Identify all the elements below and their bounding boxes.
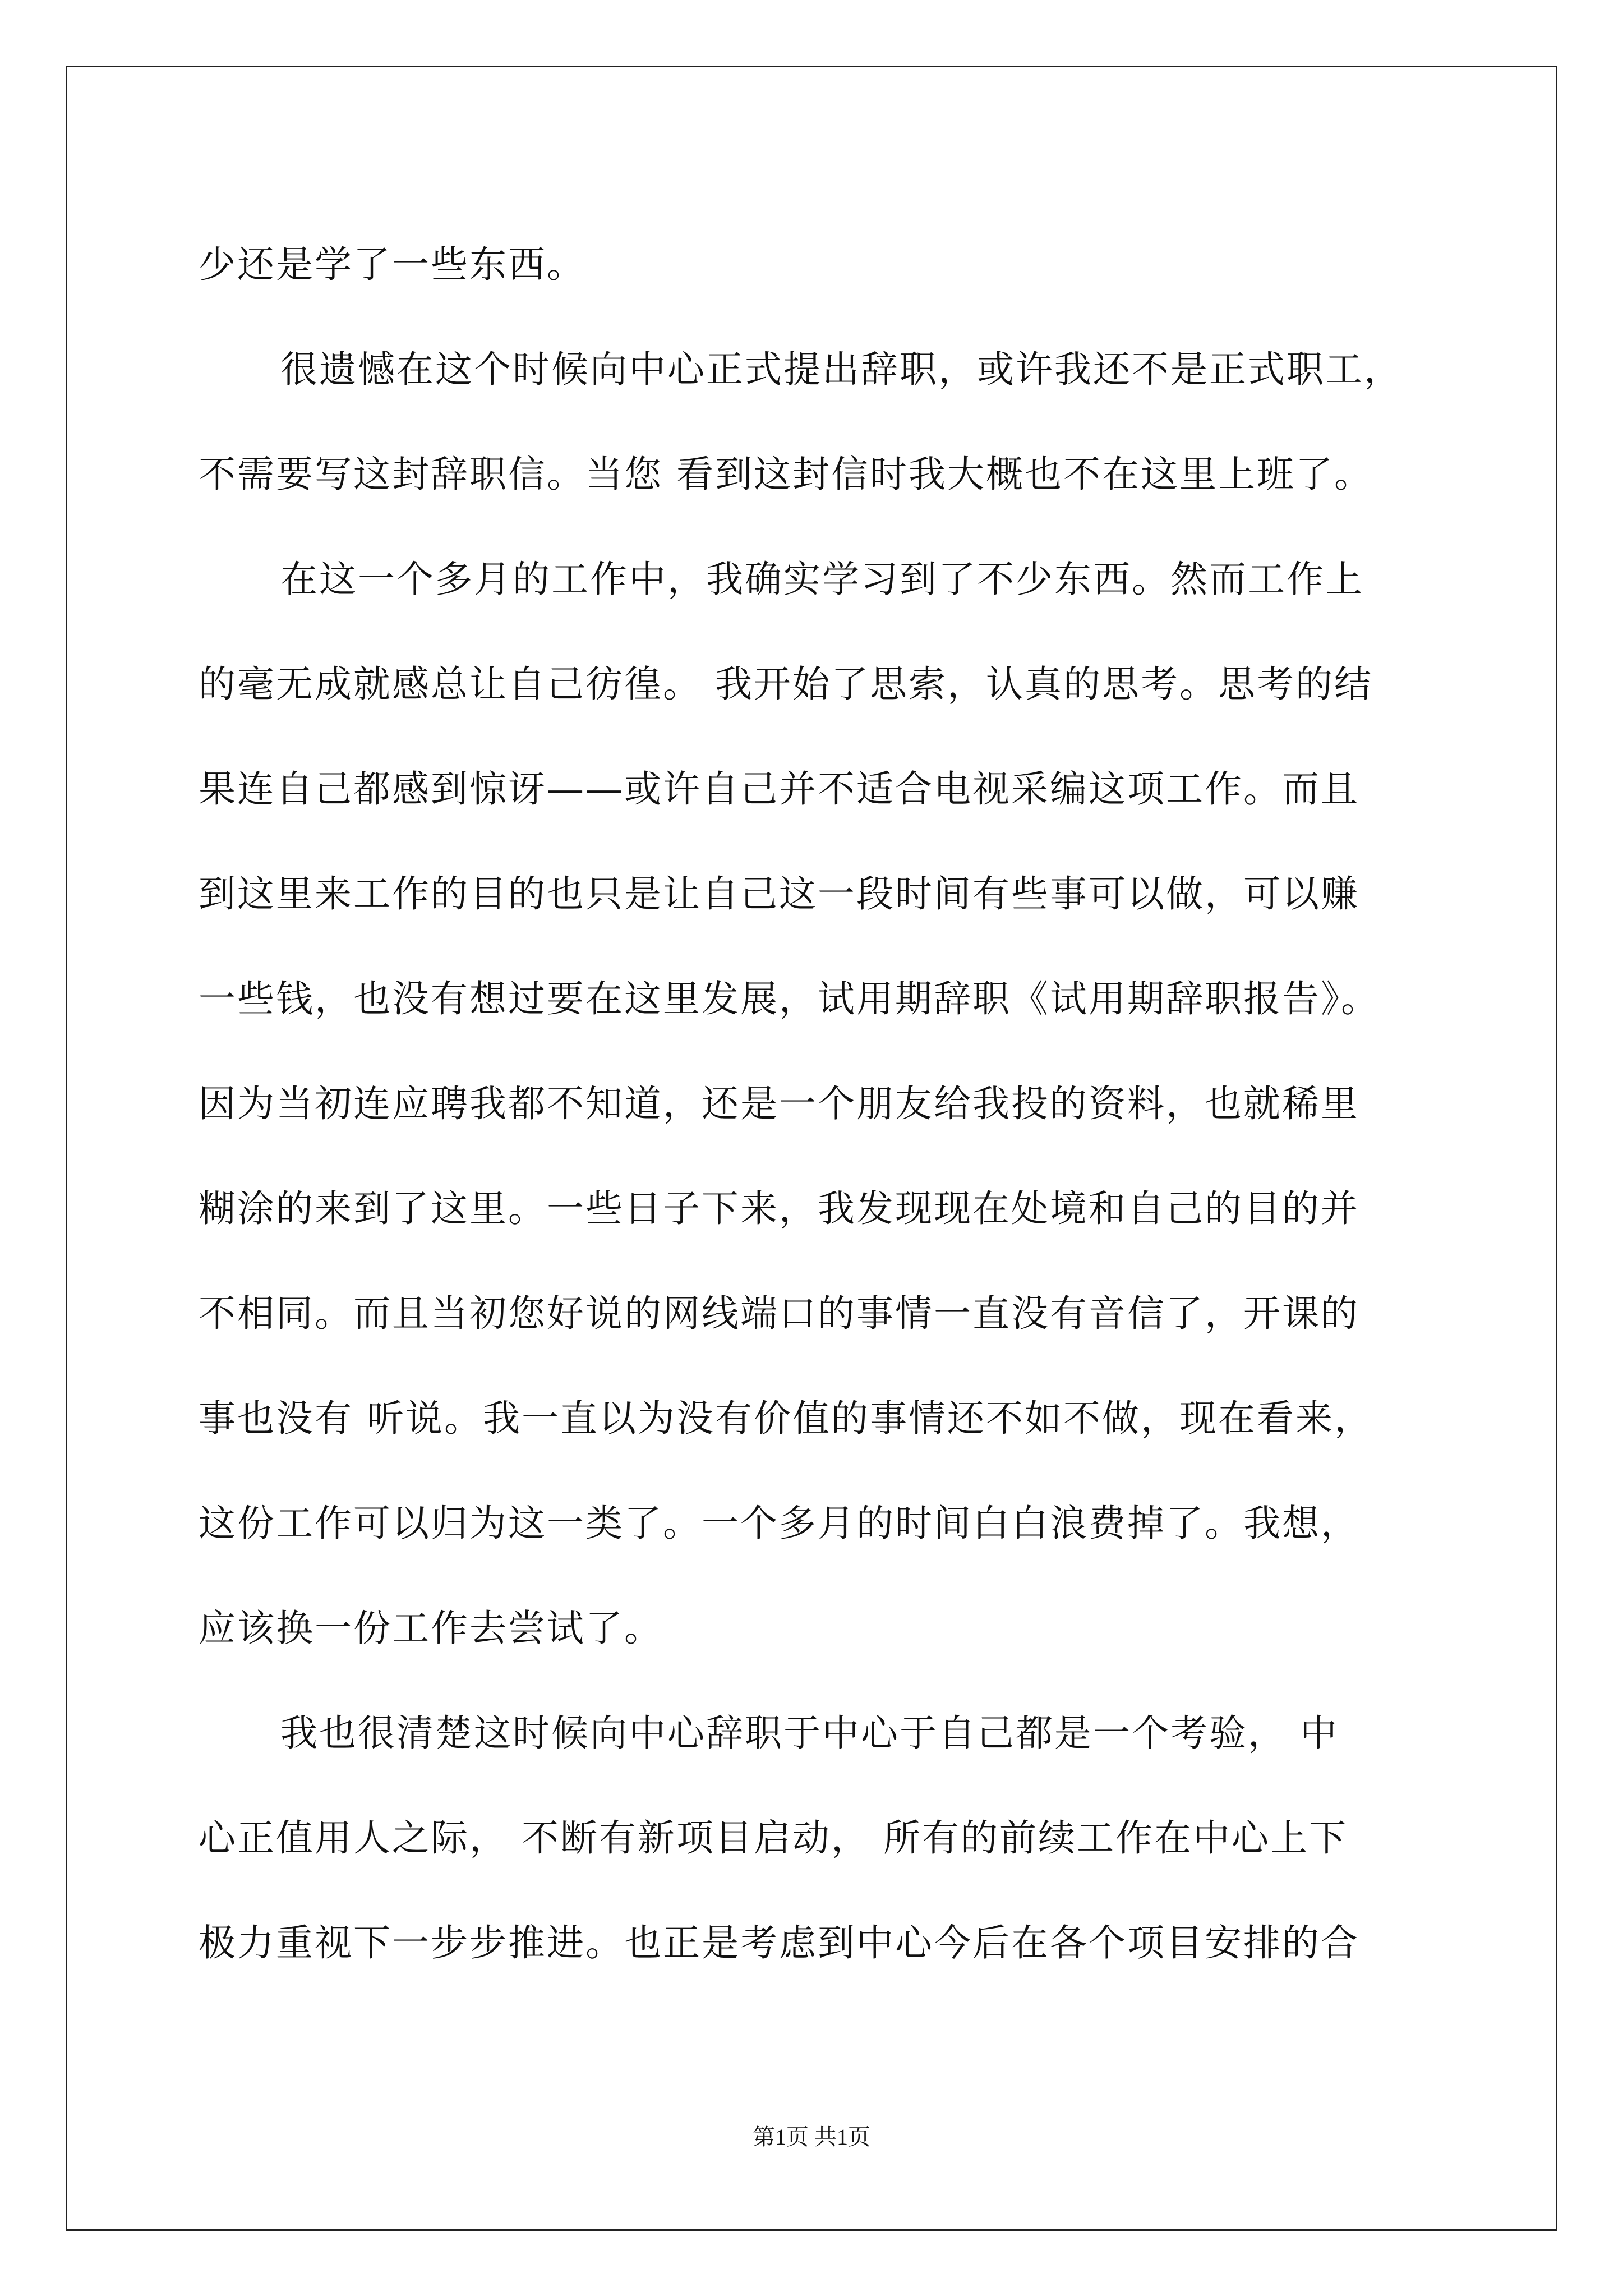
text-line: 的毫无成就感总让自己彷徨。 我开始了思索，认真的思考。思考的结 bbox=[199, 662, 1373, 706]
text-line: 极力重视下一步步推进。也正是考虑到中心今后在各个项目安排的合 bbox=[199, 1921, 1359, 1964]
text-line: 事也没有 听说。我一直以为没有价值的事情还不如不做，现在看来， bbox=[199, 1397, 1373, 1440]
text-line: 这份工作可以归为这一类了。一个多月的时间白白浪费掉了。我想， bbox=[199, 1502, 1359, 1545]
body-text bbox=[199, 212, 1430, 1995]
text-line: 应该换一份工作去尝试了。 bbox=[199, 1607, 663, 1650]
text-line: 果连自己都感到惊讶——或许自己并不适合电视采编这项工作。而且 bbox=[199, 767, 1359, 811]
text-line: 因为当初连应聘我都不知道，还是一个朋友给我投的资料，也就稀里 bbox=[199, 1082, 1359, 1125]
text-line: 我也很清楚这时候向中心辞职于中心于自己都是一个考验， 中 bbox=[280, 1711, 1339, 1755]
text-line: 在这一个多月的工作中，我确实学习到了不少东西。然而工作上 bbox=[280, 558, 1364, 601]
text-line: 心正值用人之际， 不断有新项目启动， 所有的前续工作在中心上下 bbox=[199, 1816, 1348, 1860]
text-line: 不相同。而且当初您好说的网线端口的事情一直没有音信了，开课的 bbox=[199, 1292, 1359, 1335]
text-line: 很遗憾在这个时候向中心正式提出辞职，或许我还不是正式职工， bbox=[280, 348, 1403, 391]
text-line: 糊涂的来到了这里。一些日子下来，我发现现在处境和自己的目的并 bbox=[199, 1187, 1359, 1230]
page-footer: 第1页 共1页 bbox=[753, 2124, 870, 2150]
text-line: 少还是学了一些东西。 bbox=[199, 243, 585, 286]
text-line: 不需要写这封辞职信。当您 看到这封信时我大概也不在这里上班了。 bbox=[199, 453, 1373, 496]
text-line: 一些钱，也没有想过要在这里发展，试用期辞职《试用期辞职报告》。 bbox=[199, 977, 1380, 1020]
text-line: 到这里来工作的目的也只是让自己这一段时间有些事可以做，可以赚 bbox=[199, 872, 1359, 915]
